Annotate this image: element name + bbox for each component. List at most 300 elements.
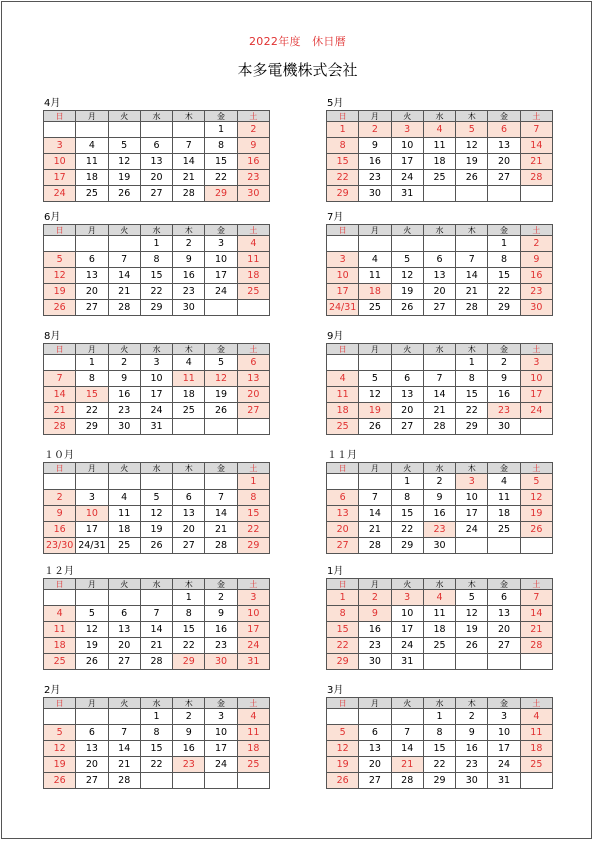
week-row — [44, 284, 270, 300]
day-cell: 16 — [173, 268, 205, 284]
day-cell: 2 — [173, 236, 205, 252]
day-cell: 5 — [108, 138, 140, 154]
week-row — [327, 186, 553, 202]
weekday-header: 日 — [44, 344, 76, 355]
month-calendar — [43, 98, 270, 202]
day-cell: 17 — [488, 741, 520, 757]
holiday-cell: 30 — [205, 654, 237, 670]
day-cell: 20 — [423, 284, 455, 300]
week-row — [327, 506, 553, 522]
holiday-cell: 5 — [456, 122, 488, 138]
weekday-header: 水 — [423, 698, 455, 709]
day-cell: 13 — [76, 268, 108, 284]
company-name: 本多電機株式会社 — [237, 61, 358, 79]
weekday-header: 水 — [423, 463, 455, 474]
weekday-header: 金 — [488, 344, 520, 355]
month-calendar — [326, 566, 553, 670]
day-cell: 17 — [205, 741, 237, 757]
weekday-header: 月 — [76, 344, 108, 355]
week-row — [44, 709, 270, 725]
weekday-header: 土 — [520, 111, 552, 122]
day-cell — [44, 355, 76, 371]
day-cell: 15 — [205, 154, 237, 170]
holiday-cell: 5 — [520, 474, 552, 490]
month-table — [326, 462, 553, 554]
day-cell: 11 — [359, 268, 391, 284]
weekday-header: 金 — [488, 463, 520, 474]
month-calendar — [43, 450, 270, 554]
day-cell: 20 — [76, 284, 108, 300]
day-cell — [140, 474, 172, 490]
day-cell: 23 — [359, 170, 391, 186]
week-row — [327, 741, 553, 757]
weekday-header: 金 — [205, 579, 237, 590]
day-cell — [44, 122, 76, 138]
day-cell: 8 — [205, 138, 237, 154]
holiday-cell: 7 — [520, 590, 552, 606]
weekday-header: 日 — [327, 463, 359, 474]
holiday-cell: 8 — [237, 490, 269, 506]
holiday-cell: 2 — [520, 236, 552, 252]
weekday-header: 月 — [359, 111, 391, 122]
weekday-header: 月 — [359, 579, 391, 590]
day-cell: 23 — [205, 638, 237, 654]
day-cell: 14 — [173, 154, 205, 170]
holiday-cell: 21 — [520, 154, 552, 170]
weekday-header: 水 — [140, 344, 172, 355]
holiday-cell: 25 — [327, 419, 359, 435]
day-cell: 4 — [108, 490, 140, 506]
day-cell: 30 — [359, 654, 391, 670]
day-cell: 12 — [140, 506, 172, 522]
day-cell — [520, 773, 552, 789]
day-cell: 2 — [456, 709, 488, 725]
holiday-cell: 15 — [237, 506, 269, 522]
day-cell: 21 — [140, 638, 172, 654]
day-cell: 5 — [456, 590, 488, 606]
day-cell — [237, 419, 269, 435]
holiday-cell: 29 — [205, 186, 237, 202]
day-cell: 17 — [391, 622, 423, 638]
weekday-header: 水 — [140, 225, 172, 236]
holiday-cell: 25 — [237, 284, 269, 300]
weekday-header: 日 — [327, 111, 359, 122]
weekday-header: 金 — [205, 698, 237, 709]
day-cell: 12 — [456, 138, 488, 154]
month-label: 8月 — [44, 331, 61, 342]
day-cell — [327, 355, 359, 371]
day-cell: 22 — [140, 757, 172, 773]
day-cell: 11 — [108, 506, 140, 522]
day-cell: 12 — [76, 622, 108, 638]
day-cell: 31 — [391, 186, 423, 202]
day-cell: 18 — [423, 154, 455, 170]
holiday-cell: 25 — [237, 757, 269, 773]
day-cell: 13 — [173, 506, 205, 522]
month-label: 5月 — [327, 98, 344, 109]
holiday-cell: 26 — [327, 773, 359, 789]
day-cell — [205, 474, 237, 490]
day-cell: 6 — [76, 725, 108, 741]
week-row — [44, 773, 270, 789]
week-row — [327, 387, 553, 403]
day-cell: 11 — [488, 490, 520, 506]
holiday-cell: 4 — [520, 709, 552, 725]
week-row — [44, 371, 270, 387]
weekday-header: 金 — [205, 344, 237, 355]
day-cell: 15 — [456, 387, 488, 403]
month-label: 4月 — [44, 98, 61, 109]
day-cell — [76, 236, 108, 252]
holiday-cell: 26 — [520, 522, 552, 538]
day-cell: 6 — [173, 490, 205, 506]
week-row — [44, 236, 270, 252]
day-cell: 19 — [391, 284, 423, 300]
day-cell — [173, 419, 205, 435]
day-cell — [359, 355, 391, 371]
holiday-cell: 12 — [327, 741, 359, 757]
week-row — [44, 154, 270, 170]
week-row — [327, 419, 553, 435]
holiday-cell: 23/30 — [44, 538, 76, 554]
week-row — [327, 490, 553, 506]
day-cell: 30 — [108, 419, 140, 435]
day-cell: 14 — [391, 741, 423, 757]
holiday-cell: 10 — [520, 371, 552, 387]
day-cell — [173, 122, 205, 138]
weekday-header: 火 — [108, 111, 140, 122]
day-cell: 10 — [456, 490, 488, 506]
weekday-header: 火 — [108, 344, 140, 355]
day-cell: 28 — [173, 186, 205, 202]
day-cell: 17 — [205, 268, 237, 284]
day-cell: 14 — [140, 622, 172, 638]
day-cell — [205, 419, 237, 435]
weekday-header: 木 — [456, 463, 488, 474]
holiday-cell: 15 — [76, 387, 108, 403]
week-row — [327, 252, 553, 268]
day-cell: 19 — [205, 387, 237, 403]
day-cell: 22 — [140, 284, 172, 300]
day-cell: 8 — [76, 371, 108, 387]
holiday-cell: 24 — [237, 638, 269, 654]
day-cell: 3 — [140, 355, 172, 371]
week-row — [327, 268, 553, 284]
month-table — [326, 697, 553, 789]
day-cell: 18 — [76, 170, 108, 186]
day-cell: 29 — [456, 419, 488, 435]
holiday-cell: 13 — [237, 371, 269, 387]
holiday-cell: 4 — [44, 606, 76, 622]
holiday-cell: 10 — [327, 268, 359, 284]
day-cell: 28 — [391, 773, 423, 789]
day-cell: 1 — [205, 122, 237, 138]
day-cell: 22 — [488, 284, 520, 300]
holiday-cell: 3 — [327, 252, 359, 268]
day-cell: 14 — [456, 268, 488, 284]
day-cell: 19 — [140, 522, 172, 538]
week-row — [44, 355, 270, 371]
day-cell: 13 — [423, 268, 455, 284]
day-cell — [488, 186, 520, 202]
week-row — [327, 371, 553, 387]
weekday-header-row — [327, 225, 553, 236]
weekday-header: 木 — [173, 111, 205, 122]
holiday-cell: 23 — [423, 522, 455, 538]
week-row — [327, 638, 553, 654]
month-label: １２月 — [44, 566, 74, 577]
holiday-cell: 16 — [44, 522, 76, 538]
holiday-cell: 12 — [205, 371, 237, 387]
day-cell: 17 — [456, 506, 488, 522]
holiday-cell: 20 — [237, 387, 269, 403]
weekday-header: 土 — [520, 579, 552, 590]
holiday-cell: 19 — [520, 506, 552, 522]
holiday-cell: 4 — [423, 122, 455, 138]
day-cell — [76, 709, 108, 725]
week-row — [327, 622, 553, 638]
weekday-header: 金 — [205, 225, 237, 236]
day-cell: 9 — [456, 725, 488, 741]
day-cell: 28 — [456, 300, 488, 316]
day-cell: 22 — [205, 170, 237, 186]
day-cell: 7 — [173, 138, 205, 154]
holiday-cell: 13 — [327, 506, 359, 522]
holiday-cell: 14 — [520, 138, 552, 154]
day-cell: 16 — [359, 622, 391, 638]
day-cell: 16 — [108, 387, 140, 403]
holiday-cell: 9 — [44, 506, 76, 522]
holiday-cell: 18 — [44, 638, 76, 654]
holiday-cell: 17 — [44, 170, 76, 186]
holiday-cell: 18 — [237, 268, 269, 284]
holiday-cell: 16 — [520, 268, 552, 284]
day-cell: 21 — [205, 522, 237, 538]
day-cell — [108, 122, 140, 138]
day-cell: 25 — [488, 522, 520, 538]
day-cell: 2 — [423, 474, 455, 490]
holiday-cell: 4 — [237, 709, 269, 725]
holiday-cell: 8 — [327, 138, 359, 154]
weekday-header: 木 — [456, 344, 488, 355]
month-table — [326, 343, 553, 435]
day-cell: 12 — [359, 387, 391, 403]
day-cell: 25 — [173, 403, 205, 419]
day-cell: 29 — [423, 773, 455, 789]
day-cell — [520, 654, 552, 670]
day-cell — [76, 590, 108, 606]
day-cell — [391, 236, 423, 252]
holiday-cell: 22 — [237, 522, 269, 538]
day-cell: 18 — [488, 506, 520, 522]
holiday-cell: 14 — [520, 606, 552, 622]
holiday-cell: 4 — [423, 590, 455, 606]
month-table — [43, 462, 270, 554]
holiday-cell: 14 — [44, 387, 76, 403]
holiday-cell: 1 — [327, 590, 359, 606]
day-cell: 22 — [456, 403, 488, 419]
day-cell — [44, 474, 76, 490]
holiday-cell: 5 — [44, 252, 76, 268]
day-cell — [108, 709, 140, 725]
holiday-cell: 27 — [237, 403, 269, 419]
weekday-header-row — [327, 698, 553, 709]
day-cell: 18 — [423, 622, 455, 638]
day-cell — [359, 709, 391, 725]
weekday-header: 水 — [423, 225, 455, 236]
weekday-header: 火 — [108, 225, 140, 236]
holiday-cell: 22 — [327, 638, 359, 654]
week-row — [44, 300, 270, 316]
day-cell: 10 — [391, 138, 423, 154]
day-cell: 15 — [391, 506, 423, 522]
holiday-cell: 19 — [327, 757, 359, 773]
weekday-header: 水 — [423, 344, 455, 355]
holiday-cell: 19 — [44, 757, 76, 773]
day-cell: 14 — [108, 268, 140, 284]
day-cell: 12 — [456, 606, 488, 622]
holiday-cell: 1 — [327, 122, 359, 138]
holiday-cell: 3 — [520, 355, 552, 371]
weekday-header: 金 — [205, 111, 237, 122]
day-cell: 21 — [423, 403, 455, 419]
holiday-cell: 23 — [488, 403, 520, 419]
day-cell: 3 — [205, 709, 237, 725]
weekday-header: 金 — [488, 698, 520, 709]
day-cell: 15 — [140, 741, 172, 757]
weekday-header: 土 — [237, 344, 269, 355]
day-cell: 28 — [108, 773, 140, 789]
weekday-header: 火 — [391, 344, 423, 355]
day-cell: 26 — [205, 403, 237, 419]
weekday-header: 日 — [327, 344, 359, 355]
weekday-header: 土 — [520, 463, 552, 474]
day-cell: 29 — [76, 419, 108, 435]
week-row — [44, 522, 270, 538]
weekday-header: 木 — [173, 463, 205, 474]
day-cell: 21 — [456, 284, 488, 300]
day-cell: 15 — [173, 622, 205, 638]
day-cell: 16 — [488, 387, 520, 403]
week-row — [327, 538, 553, 554]
month-label: 1月 — [327, 566, 344, 577]
day-cell: 6 — [359, 725, 391, 741]
holiday-cell: 23 — [173, 757, 205, 773]
weekday-header: 土 — [237, 698, 269, 709]
weekday-header: 水 — [423, 579, 455, 590]
week-row — [44, 403, 270, 419]
day-cell: 11 — [423, 138, 455, 154]
day-cell: 18 — [173, 387, 205, 403]
day-cell: 24 — [488, 757, 520, 773]
day-cell — [140, 122, 172, 138]
day-cell: 9 — [423, 490, 455, 506]
day-cell: 31 — [140, 419, 172, 435]
holiday-cell: 31 — [237, 654, 269, 670]
holiday-cell: 17 — [237, 622, 269, 638]
day-cell: 26 — [456, 638, 488, 654]
day-cell: 22 — [423, 757, 455, 773]
day-cell — [456, 538, 488, 554]
week-row — [44, 252, 270, 268]
weekday-header-row — [44, 698, 270, 709]
day-cell: 7 — [140, 606, 172, 622]
weekday-header-row — [44, 225, 270, 236]
day-cell: 28 — [108, 300, 140, 316]
day-cell — [205, 300, 237, 316]
weekday-header-row — [327, 463, 553, 474]
weekday-header: 火 — [391, 698, 423, 709]
day-cell: 24 — [205, 284, 237, 300]
day-cell: 30 — [423, 538, 455, 554]
week-row — [44, 741, 270, 757]
day-cell — [520, 538, 552, 554]
day-cell: 6 — [140, 138, 172, 154]
weekday-header: 木 — [173, 344, 205, 355]
month-table — [43, 224, 270, 316]
day-cell: 1 — [173, 590, 205, 606]
month-calendar — [43, 685, 270, 789]
day-cell: 8 — [173, 606, 205, 622]
weekday-header-row — [327, 579, 553, 590]
day-cell — [423, 654, 455, 670]
weekday-header: 月 — [359, 463, 391, 474]
day-cell: 6 — [76, 252, 108, 268]
day-cell — [520, 419, 552, 435]
weekday-header: 火 — [391, 579, 423, 590]
weekday-header: 日 — [327, 698, 359, 709]
holiday-cell: 1 — [237, 474, 269, 490]
holiday-cell: 6 — [327, 490, 359, 506]
holiday-cell: 24 — [520, 403, 552, 419]
holiday-cell: 24 — [44, 186, 76, 202]
week-row — [44, 638, 270, 654]
day-cell: 23 — [108, 403, 140, 419]
day-cell: 9 — [173, 252, 205, 268]
day-cell: 9 — [488, 371, 520, 387]
weekday-header: 土 — [237, 225, 269, 236]
weekday-header: 土 — [237, 111, 269, 122]
week-row — [327, 122, 553, 138]
week-row — [327, 170, 553, 186]
month-table — [326, 110, 553, 202]
weekday-header: 日 — [44, 698, 76, 709]
day-cell: 6 — [391, 371, 423, 387]
day-cell: 27 — [76, 300, 108, 316]
month-calendar — [326, 98, 553, 202]
holiday-cell: 9 — [237, 138, 269, 154]
day-cell: 5 — [140, 490, 172, 506]
day-cell: 24 — [456, 522, 488, 538]
day-cell: 5 — [359, 371, 391, 387]
day-cell: 13 — [359, 741, 391, 757]
day-cell: 3 — [76, 490, 108, 506]
week-row — [327, 757, 553, 773]
holiday-cell: 28 — [520, 638, 552, 654]
day-cell: 9 — [173, 725, 205, 741]
day-cell: 8 — [140, 252, 172, 268]
weekday-header: 土 — [237, 579, 269, 590]
holiday-cell: 29 — [173, 654, 205, 670]
weekday-header: 火 — [391, 111, 423, 122]
weekday-header: 火 — [391, 225, 423, 236]
day-cell: 30 — [359, 186, 391, 202]
day-cell: 19 — [456, 622, 488, 638]
day-cell: 27 — [173, 538, 205, 554]
holiday-cell: 9 — [520, 252, 552, 268]
day-cell: 24/31 — [76, 538, 108, 554]
week-row — [327, 725, 553, 741]
